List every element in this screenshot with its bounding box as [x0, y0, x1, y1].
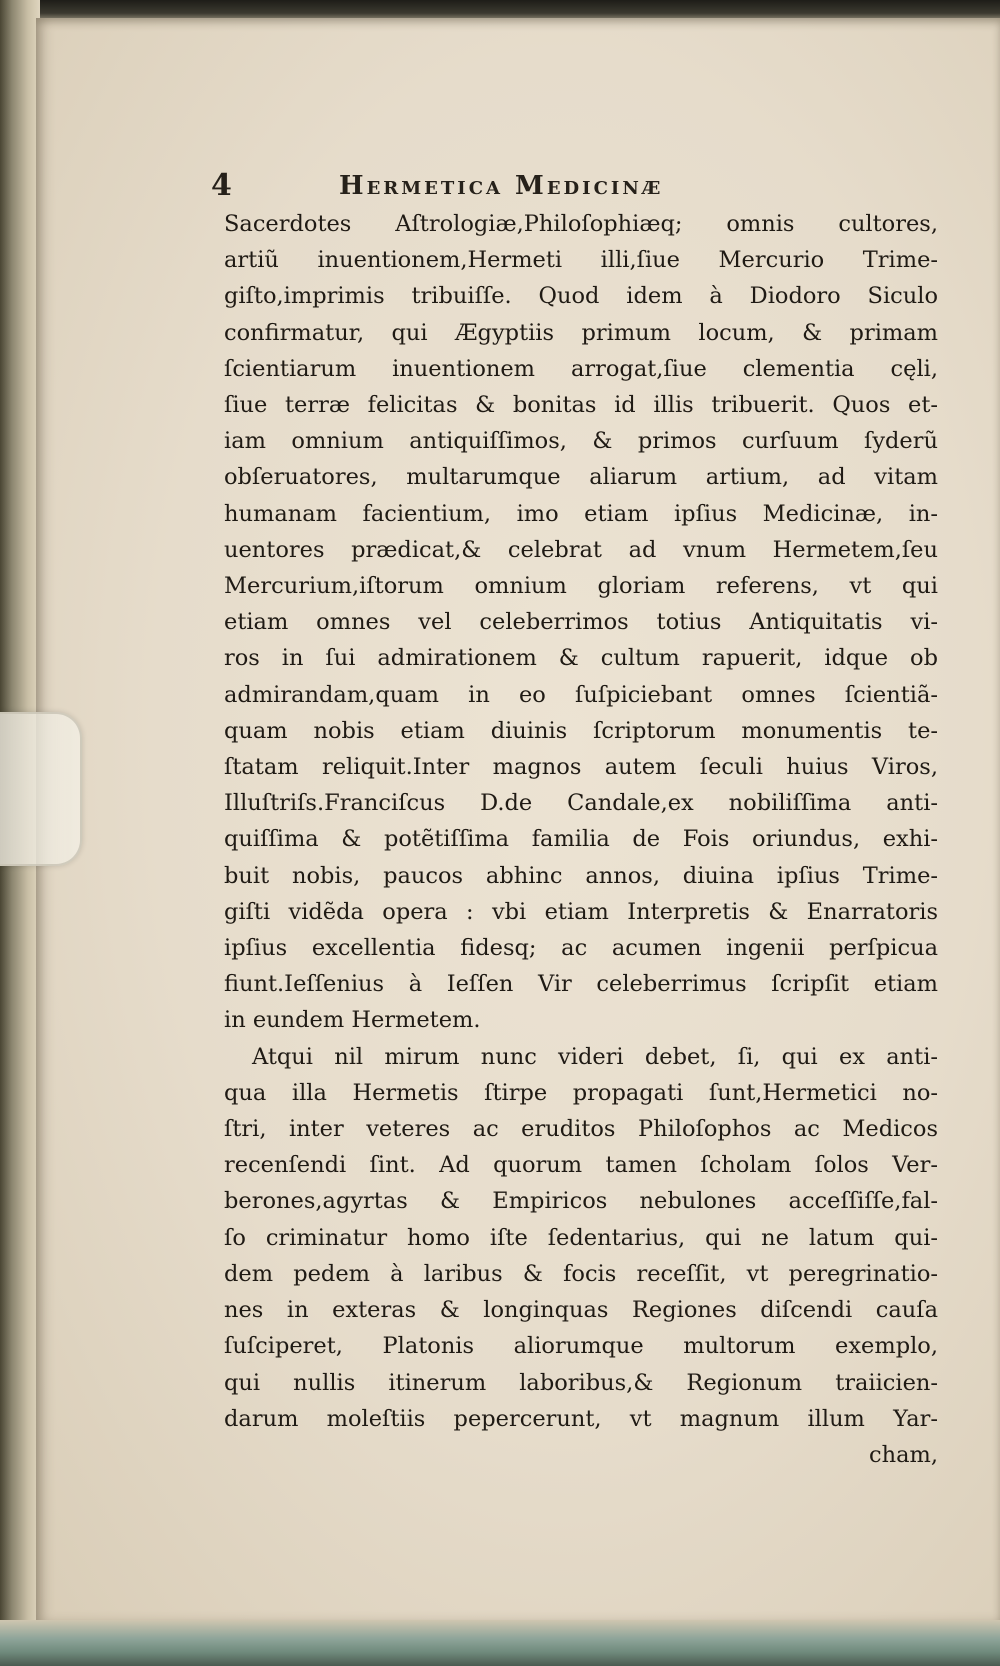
- text-line: recenſendi ſint. Ad quorum tamen ſcholam ſolos Ver-: [224, 1152, 938, 1179]
- body-text: [224, 206, 938, 1473]
- text-line: Illuſtriſs.Franciſcus D.de Candale,ex nobiliſſima anti-: [224, 790, 938, 817]
- text-line: Atqui nil mirum nunc videri debet, ſi, qui ex anti-: [252, 1043, 938, 1070]
- text-line: qua illa Hermetis ſtirpe propagati ſunt,Hermetici no-: [224, 1079, 938, 1106]
- text-line: ſo criminatur homo iſte ſedentarius, qui ne latum qui-: [224, 1224, 938, 1251]
- text-line: obſeruatores, multarumque aliarum artium, ad vitam: [224, 464, 938, 491]
- running-head: Hermetica Medicinæ: [339, 171, 664, 201]
- text-line: ros in ſui admirationem & cultum rapuerit, idque ob: [224, 645, 938, 672]
- text-line: dem pedem à laribus & focis receſſit, vt peregrinatio-: [224, 1260, 938, 1287]
- plastic-clip-tab: [0, 712, 82, 866]
- paragraph-1: [224, 206, 938, 1039]
- text-line: nes in exteras & longinquas Regiones diſcendi cauſa: [224, 1297, 938, 1324]
- text-line: ſiue terræ felicitas & bonitas id illis tribuerit. Quos et-: [224, 392, 938, 419]
- text-line: in eundem Hermetem.: [224, 1007, 481, 1034]
- text-line: ſuſciperet, Platonis aliorumque multorum exemplo,: [224, 1333, 938, 1360]
- page-bottom-edge: [0, 1620, 1000, 1666]
- text-line: giſti vidẽda opera : vbi etiam Interpretis & Enarratoris: [224, 898, 938, 925]
- page-number: 4: [211, 168, 232, 203]
- text-line: buit nobis, paucos abhinc annos, diuina ipſius Trime-: [224, 862, 938, 889]
- text-line: giſto,imprimis tribuiſſe. Quod idem à Diodoro Siculo: [224, 283, 938, 310]
- text-line: qui nullis itinerum laboribus,& Regionum traiicien-: [224, 1369, 938, 1396]
- text-line: quiſſima & potẽtiſſima familia de Fois oriundus, exhi-: [224, 826, 938, 853]
- text-line: admirandam,quam in eo ſuſpiciebant omnes ſcientiã-: [224, 681, 938, 708]
- text-line: quam nobis etiam diuinis ſcriptorum monumentis te-: [224, 717, 938, 744]
- text-line: humanam facientium, imo etiam ipſius Medicinæ, in-: [224, 500, 938, 527]
- text-line: iam omnium antiquiſſimos, & primos curſuum ſyderũ: [224, 428, 938, 455]
- text-line: darum moleſtiis pepercerunt, vt magnum illum Yar-: [224, 1405, 938, 1432]
- catchword: cham,: [869, 1441, 938, 1468]
- text-line: fiunt.Ieſſenius à Ieſſen Vir celeberrimus ſcripſit etiam: [224, 971, 938, 998]
- text-line: Mercurium,iſtorum omnium gloriam referens, vt qui: [224, 573, 938, 600]
- text-line: ipſius excellentia fidesq; ac acumen ingenii perſpicua: [224, 935, 938, 962]
- text-line: ſcientiarum inuentionem arrogat,ſiue clementia cęli,: [224, 355, 938, 382]
- page-header: [211, 166, 831, 206]
- text-line: confirmatur, qui Ægyptiis primum locum, & primam: [224, 319, 938, 346]
- text-line: ſtri, inter veteres ac eruditos Philoſophos ac Medicos: [224, 1116, 938, 1143]
- text-line: uentores prædicat,& celebrat ad vnum Hermetem,ſeu: [224, 536, 938, 563]
- text-line: etiam omnes vel celeberrimos totius Antiquitatis vi-: [224, 609, 938, 636]
- text-line: Sacerdotes Aſtrologiæ,Philoſophiæq; omnis cultores,: [224, 211, 938, 237]
- text-line: artiũ inuentionem,Hermeti illi,ſiue Mercurio Trime-: [224, 247, 938, 274]
- text-line: berones,agyrtas & Empiricos nebulones acceſſiſſe,fal-: [224, 1188, 938, 1215]
- paragraph-2: [224, 1039, 938, 1437]
- text-line: ſtatam reliquit.Inter magnos autem ſeculi huius Viros,: [224, 754, 938, 781]
